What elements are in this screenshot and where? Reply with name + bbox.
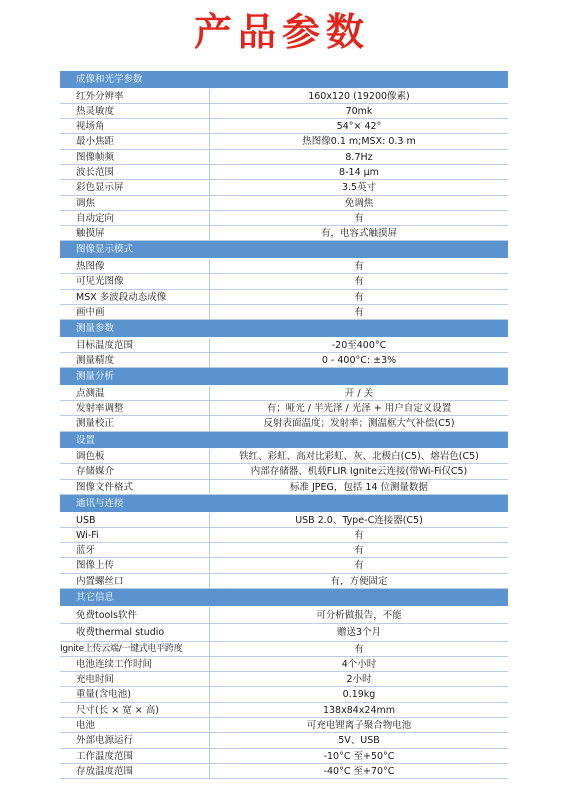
section-header: 其它信息 [60, 589, 508, 607]
spec-row [60, 211, 508, 226]
spec-row [60, 290, 508, 305]
spec-row [60, 558, 508, 573]
spec-key: 彩色显示屏 [60, 180, 210, 194]
spec-row [60, 401, 508, 416]
section-header: 通讯与连接 [60, 495, 508, 513]
spec-value: 138x84x24mm [322, 704, 396, 716]
spec-value: 内部存储器、机载FLIR Ignite云连接(带Wi-Fi仅C5) [250, 466, 468, 478]
section-header: 测量参数 [60, 320, 508, 338]
spec-key: 最小焦距 [60, 134, 210, 148]
spec-key: 波长范围 [60, 165, 210, 179]
spec-value: 有，方便固定 [330, 575, 388, 587]
spec-row [60, 89, 508, 104]
spec-row [60, 226, 508, 241]
spec-key: 存放温度范围 [60, 764, 210, 778]
spec-value: 160x120 (19200像素) [308, 90, 410, 102]
spec-key: 测量精度 [60, 353, 210, 367]
spec-value: 开 / 关 [344, 387, 374, 399]
spec-value: 54°× 42° [336, 121, 382, 133]
spec-row [60, 150, 508, 165]
spec-value: 可分析做报告，不能 [316, 609, 402, 621]
spec-key: 充电时间 [60, 672, 210, 686]
spec-row [60, 574, 508, 589]
spec-key: 外部电源运行 [60, 733, 210, 747]
spec-key: 热图像 [60, 259, 210, 273]
spec-value: 有 [354, 276, 364, 288]
spec-value: USB 2.0、Type-C连接器(C5) [295, 514, 423, 526]
spec-value: 有 [354, 545, 364, 557]
section-header: 成像和光学参数 [60, 71, 508, 89]
spec-key: USB [60, 513, 210, 527]
spec-value: -20至400°C [331, 339, 387, 351]
spec-key: 电池 [60, 718, 210, 732]
spec-row [60, 353, 508, 368]
spec-row [60, 104, 508, 119]
spec-value: 有 [354, 291, 364, 303]
spec-value: 铁红、彩虹、高对比彩虹、灰、北极白(C5)、熔岩色(C5) [239, 451, 479, 463]
spec-value: 标准 JPEG，包括 14 位测量数据 [289, 481, 429, 493]
spec-value: 2小时 [346, 674, 372, 686]
spec-key: 点测温 [60, 386, 210, 400]
spec-key: 存储媒介 [60, 464, 210, 478]
spec-key: 尺寸(长 × 宽 × 高) [60, 703, 210, 717]
spec-key: 内置螺丝口 [60, 574, 210, 588]
spec-value: 3.5英寸 [341, 182, 377, 194]
spec-row [60, 480, 508, 495]
spec-row [60, 672, 508, 687]
spec-row [60, 259, 508, 274]
spec-value: 有 [354, 260, 364, 272]
spec-value: -40°C 至+70°C [323, 765, 395, 777]
spec-row [60, 274, 508, 289]
spec-key: 测量校正 [60, 416, 210, 430]
spec-row [60, 134, 508, 149]
spec-row [60, 543, 508, 558]
spec-row [60, 119, 508, 134]
spec-row [60, 718, 508, 733]
spec-value: 0.19kg [342, 689, 376, 701]
spec-row [60, 386, 508, 401]
spec-value: 热图像0.1 m;MSX: 0.3 m [302, 136, 416, 148]
spec-row [60, 513, 508, 528]
spec-key: 图像帧频 [60, 150, 210, 164]
spec-row [60, 624, 508, 642]
spec-row [60, 196, 508, 211]
spec-value: 免调焦 [344, 197, 374, 209]
spec-value: -10°C 至+50°C [323, 750, 395, 762]
spec-value: 有 [354, 560, 364, 572]
spec-value: 4个小时 [341, 658, 377, 670]
spec-key: 画中画 [60, 305, 210, 319]
spec-key: 红外分辨率 [60, 89, 210, 103]
spec-key: 调焦 [60, 196, 210, 210]
spec-value: 0 - 400°C: ±3% [321, 354, 397, 366]
spec-value: 有；哑光 / 半光泽 / 光泽 + 用户自定义设置 [266, 403, 452, 415]
spec-value: 有，电容式触摸屏 [320, 228, 397, 240]
spec-key: 可见光图像 [60, 274, 210, 288]
spec-value: 有 [354, 306, 364, 318]
spec-value: 8-14 µm [339, 166, 379, 178]
spec-row [60, 305, 508, 320]
spec-row [60, 416, 508, 431]
spec-value: 赠送3个月 [336, 627, 382, 639]
spec-row [60, 464, 508, 479]
spec-row [60, 687, 508, 702]
spec-row [60, 657, 508, 672]
spec-row [60, 338, 508, 353]
spec-key: 热灵敏度 [60, 104, 210, 118]
spec-key: Ignite上传云端/一键式电平跨度 [60, 642, 210, 656]
spec-value: 8.7Hz [345, 151, 373, 163]
spec-value: 5V、USB [338, 735, 380, 747]
spec-row [60, 733, 508, 748]
section-header: 设置 [60, 432, 508, 450]
spec-row [60, 764, 508, 779]
spec-row [60, 607, 508, 625]
spec-key: 电池连续工作时间 [60, 657, 210, 671]
spec-key: 图像上传 [60, 558, 210, 572]
spec-key: 蓝牙 [60, 543, 210, 557]
spec-key: 工作温度范围 [60, 749, 210, 763]
spec-key: 重量(含电池) [60, 687, 210, 701]
spec-key: 发射率调整 [60, 401, 210, 415]
spec-key: 调色板 [60, 449, 210, 463]
spec-key: 图像文件格式 [60, 480, 210, 494]
section-header: 测量分析 [60, 368, 508, 386]
spec-key: Wi-Fi [60, 528, 210, 542]
spec-value: 有 [354, 529, 364, 541]
spec-row [60, 528, 508, 543]
spec-value: 70mk [345, 105, 373, 117]
spec-key: MSX 多波段动态成像 [60, 290, 210, 304]
spec-key: 收费thermal studio [60, 624, 210, 641]
spec-value: 可充电锂离子聚合物电池 [306, 720, 412, 731]
spec-value: 反射表面温度；发射率；测温框大气补偿(C5) [263, 418, 455, 430]
spec-row [60, 165, 508, 180]
section-header: 图像显示模式 [60, 241, 508, 259]
spec-row [60, 749, 508, 764]
spec-key: 免费tools软件 [60, 607, 210, 624]
spec-key: 触摸屏 [60, 226, 210, 240]
spec-value: 有 [354, 643, 364, 655]
spec-row [60, 180, 508, 195]
spec-key: 目标温度范围 [60, 338, 210, 352]
spec-value: 有 [354, 212, 364, 224]
spec-row [60, 642, 508, 657]
page-title: 产品参数 [193, 10, 370, 54]
spec-key: 自动定向 [60, 211, 210, 225]
spec-row [60, 703, 508, 718]
spec-table [60, 71, 508, 779]
spec-key: 视场角 [60, 119, 210, 133]
spec-row [60, 449, 508, 464]
